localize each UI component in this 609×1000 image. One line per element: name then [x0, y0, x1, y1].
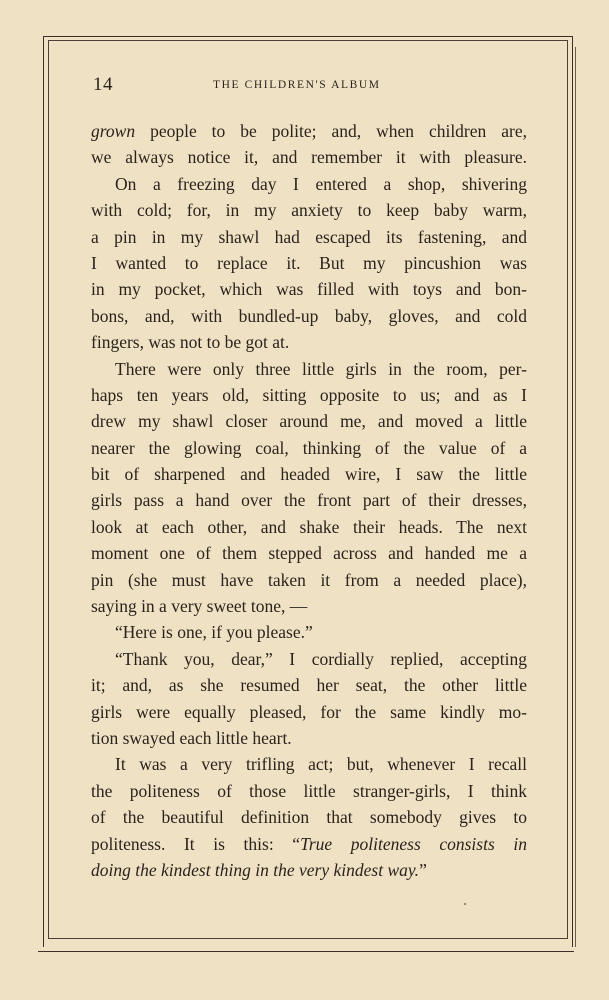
body-text	[91, 118, 527, 883]
text-line: I wanted to replace it. But my pincushion was	[91, 252, 527, 273]
text-line: There were only three little girls in the room, per-	[115, 358, 527, 379]
text-line: saying in a very sweet tone, —	[91, 596, 308, 617]
text-line: haps ten years old, sitting opposite to us; and as I	[91, 384, 527, 405]
text-line: we always notice it, and remember it with pleasure.	[91, 147, 527, 168]
text-line: of the beautiful definition that somebody gives to	[91, 807, 527, 828]
text-line: politeness. It is this: “True politeness consists in	[91, 833, 527, 854]
text-line: the politeness of those little stranger-girls, I think	[91, 780, 527, 801]
text-line: On a freezing day I entered a shop, shivering	[115, 173, 527, 194]
text-line: a pin in my shawl had escaped its fastening, and	[91, 226, 527, 247]
text-line: doing the kindest thing in the very kindest way.”	[91, 859, 427, 880]
text-line: in my pocket, which was filled with toys and bon-	[91, 279, 527, 300]
text-line: look at each other, and shake their heads. The next	[91, 516, 527, 537]
text-line: “Here is one, if you please.”	[115, 622, 313, 643]
text-line: It was a very trifling act; but, whenever I recall	[115, 754, 527, 775]
paper-speck	[464, 903, 466, 905]
adjacent-page-edge	[575, 47, 576, 947]
text-line: tion swayed each little heart.	[91, 727, 292, 748]
running-title: THE CHILDREN'S ALBUM	[213, 79, 381, 91]
text-line: girls pass a hand over the front part of their dresses,	[91, 490, 527, 511]
text-line: girls were equally pleased, for the same kindly mo-	[91, 701, 527, 722]
text-line: bons, and, with bundled-up baby, gloves, and cold	[91, 305, 527, 326]
text-line: bit of sharpened and headed wire, I saw the little	[91, 464, 527, 485]
text-line: nearer the glowing coal, thinking of the value of a	[91, 437, 527, 458]
text-line: “Thank you, dear,” I cordially replied, accepting	[115, 648, 527, 669]
text-line: moment one of them stepped across and handed me a	[91, 543, 527, 564]
text-line: grown people to be polite; and, when children are,	[91, 121, 527, 141]
text-line: pin (she must have taken it from a needed place),	[91, 569, 527, 590]
page-number: 14	[93, 74, 113, 95]
text-line: it; and, as she resumed her seat, the other little	[91, 675, 527, 696]
page-bottom-rule	[38, 951, 574, 952]
text-line: drew my shawl closer around me, and moved a little	[91, 411, 527, 432]
text-line: with cold; for, in my anxiety to keep baby warm,	[91, 200, 527, 221]
running-header	[93, 74, 526, 100]
text-line: fingers, was not to be got at.	[91, 332, 290, 353]
